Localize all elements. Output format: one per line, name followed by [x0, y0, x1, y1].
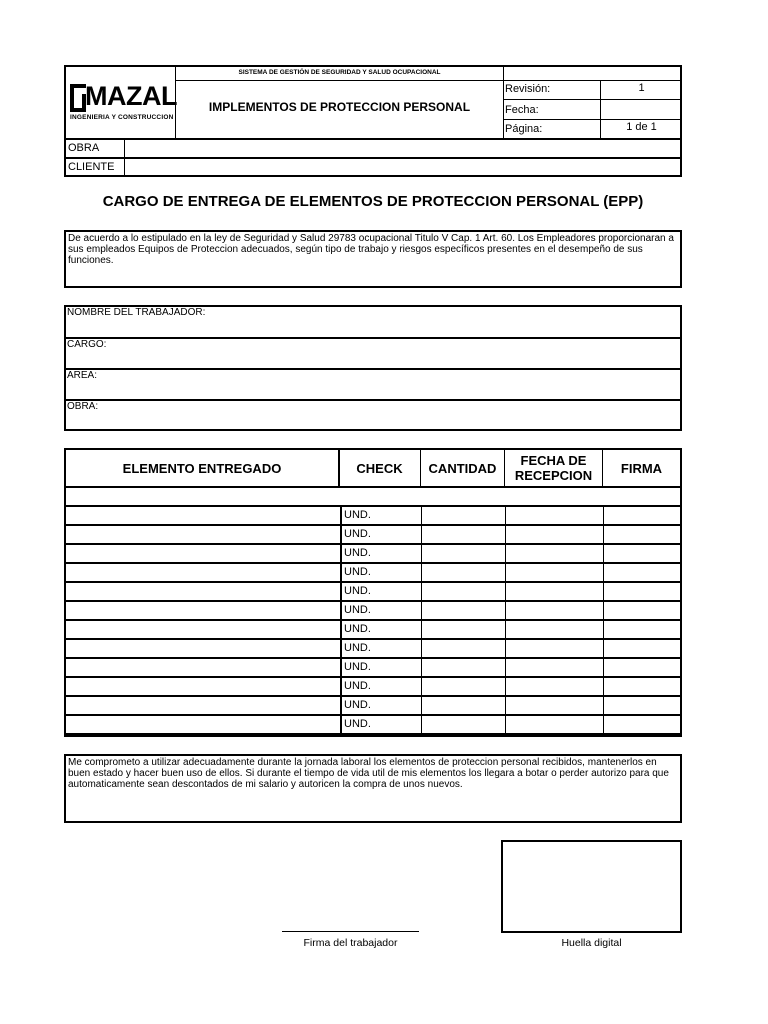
document-title: IMPLEMENTOS DE PROTECCION PERSONAL: [208, 100, 471, 114]
revision-label: Revisión:: [505, 83, 551, 95]
col-header-firma: FIRMA: [620, 460, 663, 476]
revision-value: 1: [638, 82, 645, 94]
cell-cantidad[interactable]: [421, 526, 504, 543]
cell-elemento[interactable]: [66, 716, 338, 733]
table-row: [66, 621, 680, 640]
obra-field[interactable]: [126, 140, 681, 157]
commitment-text: Me comprometo a utilizar adecuadamente durante la jornada laboral los elementos de proteccion personal recibidos, mantenerlos en buen estado y hacer buen uso de ellos. Si durante el tiempo de vida util de mis elementos los llegara a botar o perder autorizo para que automaticamente sean descontados de mi salario y autoricen la compra de unos nuevos.: [64, 754, 682, 823]
unit-label: UND.: [344, 642, 371, 654]
col-divider: [420, 450, 421, 486]
table-row: [66, 564, 680, 583]
worker-area-field[interactable]: [66, 370, 680, 399]
cell-elemento[interactable]: [66, 659, 338, 676]
intro-text: De acuerdo a lo estipulado en la ley de Seguridad y Salud 29783 ocupacional Titulo V Cap. 1 Art. 60. Los Empleadores proporcionaran a sus empleados Equipos de Proteccion adecuados, según tipo de trabajo y riesgos específicos presentes en el desempeño de sus funciones.: [64, 230, 682, 288]
unit-label: UND.: [344, 528, 371, 540]
cell-fecha[interactable]: [505, 716, 602, 733]
cell-cantidad[interactable]: [421, 545, 504, 562]
cell-fecha[interactable]: [505, 659, 602, 676]
cell-check[interactable]: [340, 583, 420, 600]
cell-cantidad[interactable]: [421, 640, 504, 657]
cell-fecha[interactable]: [505, 678, 602, 695]
unit-label: UND.: [344, 718, 371, 730]
worker-obra-field[interactable]: [66, 401, 680, 429]
col-divider: [338, 450, 340, 486]
worker-cargo-field[interactable]: [66, 339, 680, 368]
unit-label: UND.: [344, 680, 371, 692]
header-divider: [175, 80, 682, 81]
logo-mark-icon: [70, 84, 86, 112]
cell-check[interactable]: [340, 526, 420, 543]
cell-firma[interactable]: [603, 564, 680, 581]
unit-label: UND.: [344, 623, 371, 635]
worker-name-label: NOMBRE DEL TRABAJADOR:: [67, 307, 206, 318]
col-header-elemento: ELEMENTO ENTREGADO: [122, 460, 282, 476]
table-body: [66, 507, 680, 735]
fecha-label: Fecha:: [505, 104, 539, 116]
header-divider: [124, 138, 125, 177]
cell-firma[interactable]: [603, 697, 680, 714]
unit-label: UND.: [344, 509, 371, 521]
unit-label: UND.: [344, 661, 371, 673]
cell-firma[interactable]: [603, 716, 680, 733]
table-row: [66, 678, 680, 697]
col-header-check: CHECK: [356, 460, 403, 476]
cell-elemento[interactable]: [66, 526, 338, 543]
table-row: [66, 640, 680, 659]
unit-label: UND.: [344, 566, 371, 578]
cell-check[interactable]: [340, 640, 420, 657]
worker-obra-label: OBRA:: [67, 401, 99, 412]
pagina-label: Página:: [505, 123, 543, 135]
header-divider: [503, 99, 682, 100]
cell-firma[interactable]: [603, 621, 680, 638]
obra-label: OBRA: [68, 142, 100, 154]
cell-cantidad[interactable]: [421, 602, 504, 619]
cell-elemento[interactable]: [66, 545, 338, 562]
table-row: [66, 659, 680, 678]
document-header: [64, 65, 682, 177]
header-divider: [503, 67, 504, 138]
cell-cantidad[interactable]: [421, 507, 504, 524]
table-row: [66, 602, 680, 621]
system-title: SISTEMA DE GESTIÓN DE SEGURIDAD Y SALUD OCUPACIONAL: [238, 69, 441, 76]
table-row: [66, 526, 680, 545]
col-divider: [504, 450, 505, 486]
unit-label: UND.: [344, 699, 371, 711]
worker-area-label: AREA:: [67, 370, 98, 381]
pagina-value: 1 de 1: [626, 121, 657, 133]
cell-fecha[interactable]: [505, 507, 602, 524]
unit-label: UND.: [344, 585, 371, 597]
cell-elemento[interactable]: [66, 602, 338, 619]
header-divider: [503, 119, 682, 120]
table-row: [66, 716, 680, 735]
cell-elemento[interactable]: [66, 678, 338, 695]
table-row: [66, 583, 680, 602]
cell-cantidad[interactable]: [421, 659, 504, 676]
cell-check[interactable]: [340, 716, 420, 733]
cell-cantidad[interactable]: [421, 697, 504, 714]
cell-fecha[interactable]: [505, 621, 602, 638]
cell-cantidad[interactable]: [421, 716, 504, 733]
cell-fecha[interactable]: [505, 602, 602, 619]
cell-check[interactable]: [340, 621, 420, 638]
cell-cantidad[interactable]: [421, 564, 504, 581]
cell-cantidad[interactable]: [421, 583, 504, 600]
cell-fecha[interactable]: [505, 697, 602, 714]
worker-cargo-label: CARGO:: [67, 339, 107, 350]
col-header-fecha-recepcion: FECHA DE RECEPCION: [514, 453, 593, 483]
main-title: CARGO DE ENTREGA DE ELEMENTOS DE PROTECCION PERSONAL (EPP): [102, 193, 644, 210]
cell-check[interactable]: [340, 678, 420, 695]
table-row: [66, 507, 680, 526]
cell-firma[interactable]: [603, 678, 680, 695]
cell-elemento[interactable]: [66, 564, 338, 581]
fingerprint-box[interactable]: [501, 840, 682, 933]
cell-cantidad[interactable]: [421, 678, 504, 695]
cell-firma[interactable]: [603, 640, 680, 657]
unit-label: UND.: [344, 547, 371, 559]
cell-firma[interactable]: [603, 545, 680, 562]
cell-elemento[interactable]: [66, 640, 338, 657]
cliente-field[interactable]: [126, 159, 681, 176]
fingerprint-label: Huella digital: [561, 937, 622, 949]
cell-check[interactable]: [340, 564, 420, 581]
cell-check[interactable]: [340, 507, 420, 524]
cell-firma[interactable]: [603, 526, 680, 543]
unit-label: UND.: [344, 604, 371, 616]
cell-cantidad[interactable]: [421, 621, 504, 638]
worker-name-field[interactable]: [66, 307, 680, 337]
logo-wordmark: MAZAL: [85, 81, 177, 111]
cell-firma[interactable]: [603, 602, 680, 619]
epp-delivery-table: [64, 448, 682, 737]
cell-fecha[interactable]: [505, 545, 602, 562]
row-divider: [66, 486, 680, 488]
cell-firma[interactable]: [603, 507, 680, 524]
cell-elemento[interactable]: [66, 583, 338, 600]
col-divider: [602, 450, 603, 486]
cell-firma[interactable]: [603, 659, 680, 676]
cell-fecha[interactable]: [505, 526, 602, 543]
signature-line: [282, 931, 419, 932]
worker-info-box: [64, 305, 682, 431]
cell-elemento[interactable]: [66, 507, 338, 524]
col-header-cantidad: CANTIDAD: [428, 460, 497, 476]
cell-elemento[interactable]: [66, 621, 338, 638]
worker-signature-label: Firma del trabajador: [303, 937, 398, 949]
company-logo: [70, 81, 177, 125]
logo-subtitle: INGENIERIA Y CONSTRUCCION: [70, 114, 174, 121]
cell-elemento[interactable]: [66, 697, 338, 714]
cliente-label: CLIENTE: [68, 161, 115, 173]
table-row: [66, 545, 680, 564]
cell-fecha[interactable]: [505, 564, 602, 581]
cell-check[interactable]: [340, 602, 420, 619]
cell-firma[interactable]: [603, 583, 680, 600]
cell-fecha[interactable]: [505, 640, 602, 657]
cell-check[interactable]: [340, 545, 420, 562]
cell-fecha[interactable]: [505, 583, 602, 600]
table-row: [66, 697, 680, 716]
cell-check[interactable]: [340, 697, 420, 714]
cell-check[interactable]: [340, 659, 420, 676]
